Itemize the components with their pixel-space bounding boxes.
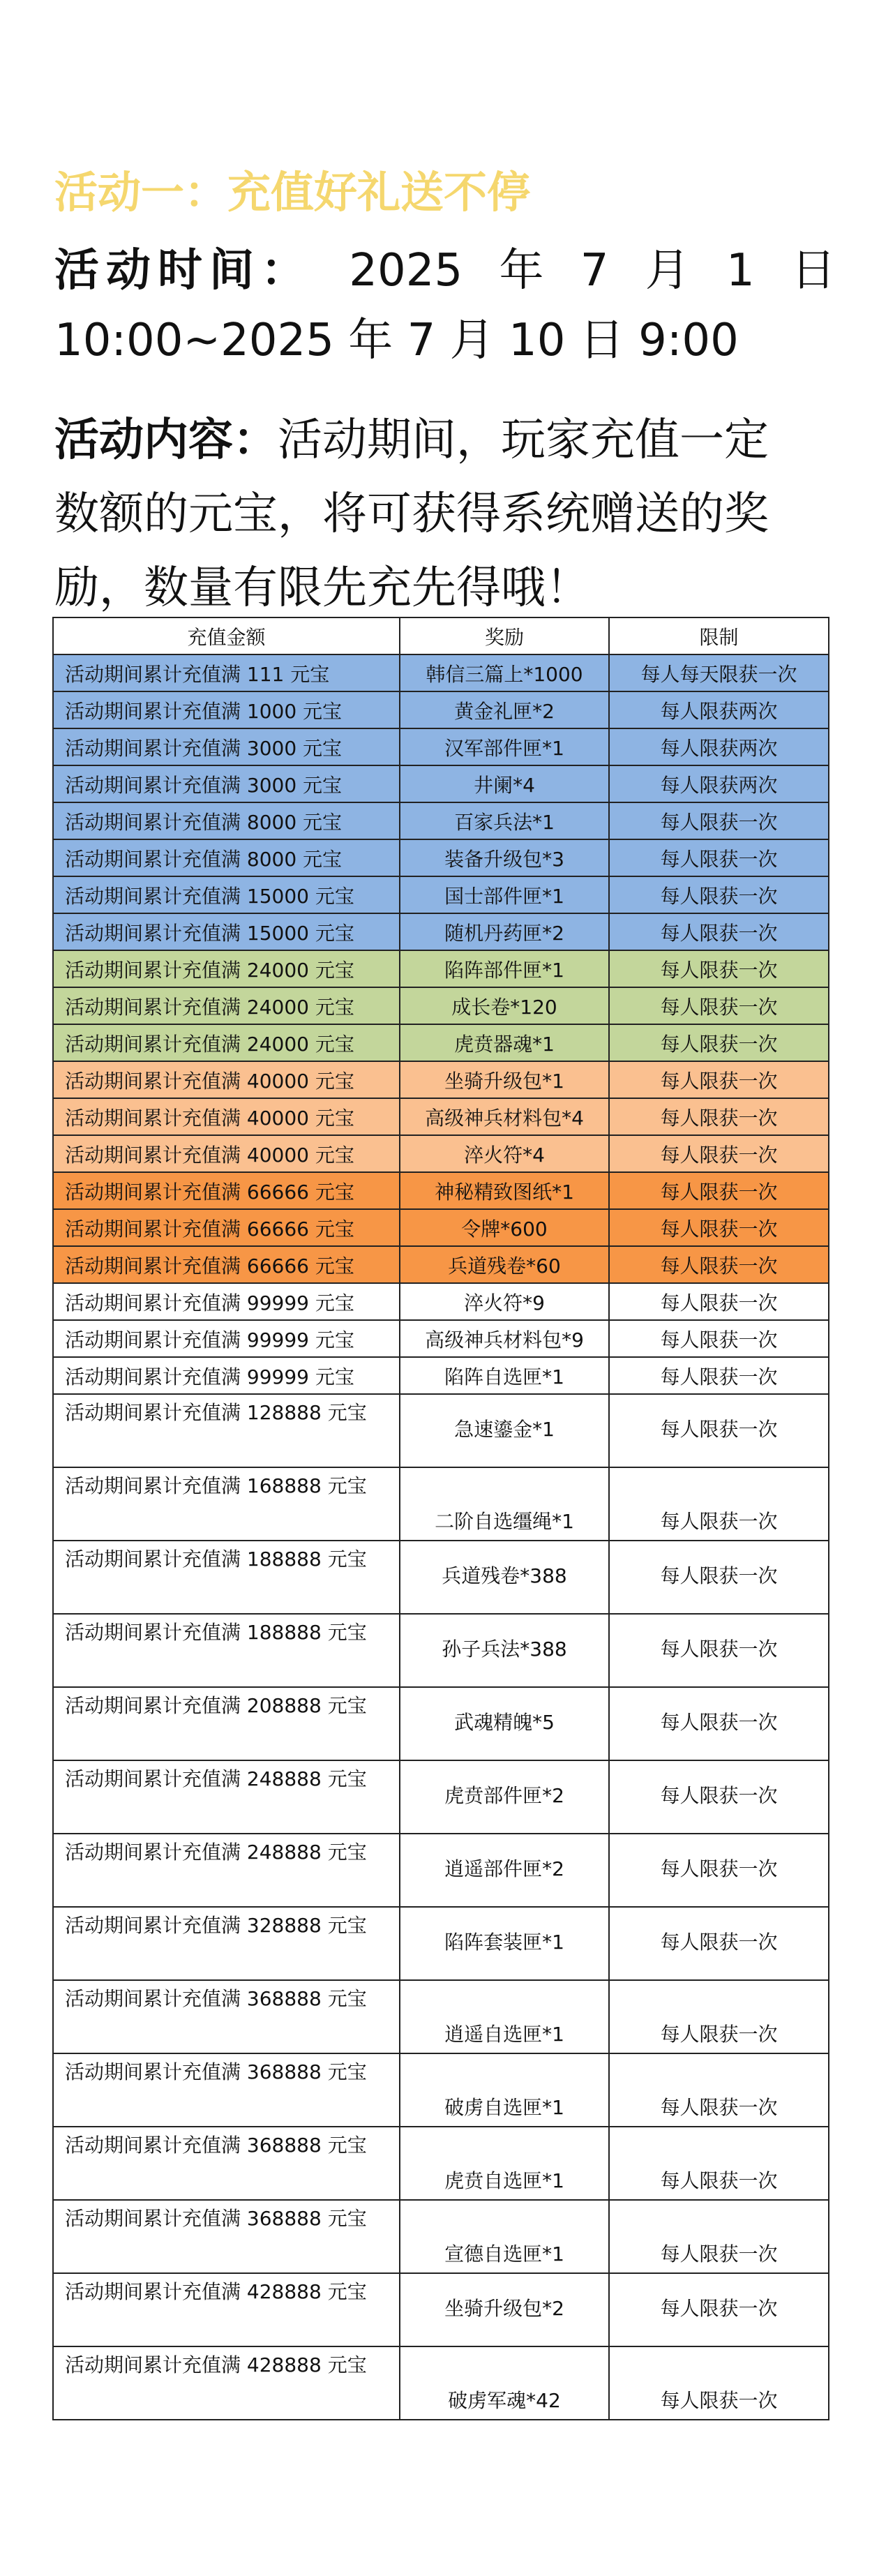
limit-cell: 每人限获一次 — [609, 987, 829, 1024]
limit-cell: 每人限获一次 — [609, 1760, 829, 1834]
table-row — [53, 802, 829, 839]
limit-cell: 每人限获一次 — [609, 1246, 829, 1283]
reward-cell: 神秘精致图纸*1 — [400, 1172, 609, 1209]
event-time-line1 — [54, 236, 836, 306]
limit-cell: 每人限获一次 — [609, 1172, 829, 1209]
limit-cell: 每人限获一次 — [609, 1834, 829, 1907]
amount-cell: 活动期间累计充值满 168888 元宝 — [53, 1467, 400, 1541]
reward-cell: 国士部件匣*1 — [400, 876, 609, 913]
reward-cell: 成长卷*120 — [400, 987, 609, 1024]
reward-cell: 武魂精魄*5 — [400, 1687, 609, 1760]
amount-cell: 活动期间累计充值满 99999 元宝 — [53, 1283, 400, 1320]
amount-cell: 活动期间累计充值满 24000 元宝 — [53, 987, 400, 1024]
reward-cell: 令牌*600 — [400, 1209, 609, 1246]
reward-cell: 韩信三篇上*1000 — [400, 654, 609, 691]
limit-cell: 每人限获一次 — [609, 876, 829, 913]
table-row — [53, 1061, 829, 1098]
event-content-line1 — [54, 403, 836, 477]
reward-cell: 黄金礼匣*2 — [400, 691, 609, 728]
reward-cell: 陷阵部件匣*1 — [400, 950, 609, 987]
table-row — [53, 1467, 829, 1541]
table-row — [53, 1172, 829, 1209]
amount-cell: 活动期间累计充值满 428888 元宝 — [53, 2346, 400, 2420]
limit-cell: 每人限获一次 — [609, 1024, 829, 1061]
table-row — [53, 1394, 829, 1467]
header-reward: 奖励 — [400, 617, 609, 654]
limit-cell: 每人限获一次 — [609, 2053, 829, 2127]
amount-cell: 活动期间累计充值满 3000 元宝 — [53, 765, 400, 802]
rewards-table-body — [53, 654, 829, 2420]
amount-cell: 活动期间累计充值满 24000 元宝 — [53, 950, 400, 987]
limit-cell: 每人限获两次 — [609, 691, 829, 728]
amount-cell: 活动期间累计充值满 328888 元宝 — [53, 1907, 400, 1980]
table-row — [53, 1135, 829, 1172]
reward-cell: 坐骑升级包*1 — [400, 1061, 609, 1098]
limit-cell: 每人限获一次 — [609, 1907, 829, 1980]
reward-cell: 虎贲自选匣*1 — [400, 2127, 609, 2200]
table-row — [53, 2346, 829, 2420]
reward-cell: 兵道残卷*60 — [400, 1246, 609, 1283]
reward-cell: 虎贲部件匣*2 — [400, 1760, 609, 1834]
limit-cell: 每人限获一次 — [609, 2346, 829, 2420]
amount-cell: 活动期间累计充值满 3000 元宝 — [53, 728, 400, 765]
event-content — [54, 403, 836, 625]
amount-cell: 活动期间累计充值满 188888 元宝 — [53, 1541, 400, 1614]
amount-cell: 活动期间累计充值满 8000 元宝 — [53, 839, 400, 876]
event-content-line3: 励，数量有限先充先得哦！ — [54, 562, 590, 614]
table-row — [53, 1687, 829, 1760]
table-row — [53, 1098, 829, 1135]
amount-cell: 活动期间累计充值满 188888 元宝 — [53, 1614, 400, 1687]
rewards-table — [52, 617, 829, 2420]
table-row — [53, 1980, 829, 2053]
amount-cell: 活动期间累计充值满 8000 元宝 — [53, 802, 400, 839]
reward-cell: 二阶自选缰绳*1 — [400, 1467, 609, 1541]
table-row — [53, 913, 829, 950]
event-time-month-unit: 月 — [645, 245, 690, 297]
limit-cell: 每人限获一次 — [609, 1687, 829, 1760]
reward-cell: 逍遥部件匣*2 — [400, 1834, 609, 1907]
reward-cell: 随机丹药匣*2 — [400, 913, 609, 950]
event-time-day-unit: 日 — [791, 245, 836, 297]
table-row — [53, 987, 829, 1024]
table-row — [53, 691, 829, 728]
table-row — [53, 654, 829, 691]
reward-cell: 陷阵自选匣*1 — [400, 1357, 609, 1394]
table-row — [53, 728, 829, 765]
amount-cell: 活动期间累计充值满 66666 元宝 — [53, 1246, 400, 1283]
limit-cell: 每人限获两次 — [609, 728, 829, 765]
header-limit: 限制 — [609, 617, 829, 654]
reward-cell: 宣德自选匣*1 — [400, 2200, 609, 2273]
reward-cell: 高级神兵材料包*9 — [400, 1320, 609, 1357]
amount-cell: 活动期间累计充值满 40000 元宝 — [53, 1135, 400, 1172]
amount-cell: 活动期间累计充值满 66666 元宝 — [53, 1209, 400, 1246]
event-content-text1: 活动期间，玩家充值一定 — [278, 414, 769, 466]
amount-cell: 活动期间累计充值满 1000 元宝 — [53, 691, 400, 728]
table-row — [53, 1283, 829, 1320]
reward-cell: 装备升级包*3 — [400, 839, 609, 876]
event-time-year-unit: 年 — [499, 245, 544, 297]
table-row — [53, 2273, 829, 2346]
event-time-label: 活动时间： — [54, 245, 313, 297]
limit-cell: 每人限获一次 — [609, 1098, 829, 1135]
reward-cell: 淬火符*4 — [400, 1135, 609, 1172]
amount-cell: 活动期间累计充值满 368888 元宝 — [53, 2200, 400, 2273]
limit-cell: 每人限获一次 — [609, 2273, 829, 2346]
reward-cell: 虎贲器魂*1 — [400, 1024, 609, 1061]
amount-cell: 活动期间累计充值满 99999 元宝 — [53, 1357, 400, 1394]
event-time-month: 7 — [580, 245, 609, 297]
amount-cell: 活动期间累计充值满 368888 元宝 — [53, 1980, 400, 2053]
limit-cell: 每人限获一次 — [609, 839, 829, 876]
amount-cell: 活动期间累计充值满 428888 元宝 — [53, 2273, 400, 2346]
table-row — [53, 1357, 829, 1394]
limit-cell: 每人限获一次 — [609, 2127, 829, 2200]
table-row — [53, 2053, 829, 2127]
reward-cell: 破虏自选匣*1 — [400, 2053, 609, 2127]
event-time-day: 1 — [726, 245, 755, 297]
reward-cell: 兵道残卷*388 — [400, 1541, 609, 1614]
limit-cell: 每人限获一次 — [609, 1283, 829, 1320]
table-row — [53, 765, 829, 802]
amount-cell: 活动期间累计充值满 40000 元宝 — [53, 1061, 400, 1098]
event-heading: 活动一：充值好礼送不停 — [54, 167, 531, 218]
reward-cell: 坐骑升级包*2 — [400, 2273, 609, 2346]
amount-cell: 活动期间累计充值满 368888 元宝 — [53, 2127, 400, 2200]
amount-cell: 活动期间累计充值满 40000 元宝 — [53, 1098, 400, 1135]
table-row — [53, 1209, 829, 1246]
event-content-label: 活动内容： — [54, 414, 278, 466]
table-row — [53, 2127, 829, 2200]
amount-cell: 活动期间累计充值满 248888 元宝 — [53, 1834, 400, 1907]
amount-cell: 活动期间累计充值满 24000 元宝 — [53, 1024, 400, 1061]
reward-cell: 百家兵法*1 — [400, 802, 609, 839]
amount-cell: 活动期间累计充值满 15000 元宝 — [53, 913, 400, 950]
header-amount: 充值金额 — [53, 617, 400, 654]
reward-cell: 淬火符*9 — [400, 1283, 609, 1320]
limit-cell: 每人限获两次 — [609, 765, 829, 802]
limit-cell: 每人限获一次 — [609, 1394, 829, 1467]
amount-cell: 活动期间累计充值满 15000 元宝 — [53, 876, 400, 913]
reward-cell: 井阑*4 — [400, 765, 609, 802]
limit-cell: 每人限获一次 — [609, 1980, 829, 2053]
table-row — [53, 1907, 829, 1980]
limit-cell: 每人限获一次 — [609, 1467, 829, 1541]
table-row — [53, 1541, 829, 1614]
limit-cell: 每人限获一次 — [609, 2200, 829, 2273]
table-row — [53, 1834, 829, 1907]
amount-cell: 活动期间累计充值满 128888 元宝 — [53, 1394, 400, 1467]
event-time-line2: 10:00~2025 年 7 月 10 日 9:00 — [54, 315, 739, 366]
event-time-year: 2025 — [349, 245, 463, 297]
table-row — [53, 1024, 829, 1061]
event-time — [54, 236, 836, 375]
table-row — [53, 1246, 829, 1283]
event-content-line2: 数额的元宝，将可获得系统赠送的奖 — [54, 488, 769, 540]
limit-cell: 每人限获一次 — [609, 913, 829, 950]
table-row — [53, 1614, 829, 1687]
table-row — [53, 2200, 829, 2273]
reward-cell: 破虏军魂*42 — [400, 2346, 609, 2420]
reward-cell: 孙子兵法*388 — [400, 1614, 609, 1687]
table-row — [53, 950, 829, 987]
reward-cell: 汉军部件匣*1 — [400, 728, 609, 765]
table-row — [53, 839, 829, 876]
amount-cell: 活动期间累计充值满 111 元宝 — [53, 654, 400, 691]
reward-cell: 逍遥自选匣*1 — [400, 1980, 609, 2053]
amount-cell: 活动期间累计充值满 99999 元宝 — [53, 1320, 400, 1357]
rewards-table-header — [53, 617, 829, 654]
amount-cell: 活动期间累计充值满 208888 元宝 — [53, 1687, 400, 1760]
limit-cell: 每人限获一次 — [609, 950, 829, 987]
amount-cell: 活动期间累计充值满 368888 元宝 — [53, 2053, 400, 2127]
amount-cell: 活动期间累计充值满 248888 元宝 — [53, 1760, 400, 1834]
limit-cell: 每人限获一次 — [609, 1061, 829, 1098]
limit-cell: 每人限获一次 — [609, 1357, 829, 1394]
amount-cell: 活动期间累计充值满 66666 元宝 — [53, 1172, 400, 1209]
limit-cell: 每人限获一次 — [609, 1320, 829, 1357]
table-row — [53, 876, 829, 913]
limit-cell: 每人限获一次 — [609, 1209, 829, 1246]
limit-cell: 每人限获一次 — [609, 1614, 829, 1687]
table-row — [53, 1320, 829, 1357]
limit-cell: 每人限获一次 — [609, 802, 829, 839]
limit-cell: 每人限获一次 — [609, 1135, 829, 1172]
reward-cell: 陷阵套装匣*1 — [400, 1907, 609, 1980]
reward-cell: 急速鎏金*1 — [400, 1394, 609, 1467]
reward-cell: 高级神兵材料包*4 — [400, 1098, 609, 1135]
table-row — [53, 1760, 829, 1834]
limit-cell: 每人限获一次 — [609, 1541, 829, 1614]
limit-cell: 每人每天限获一次 — [609, 654, 829, 691]
